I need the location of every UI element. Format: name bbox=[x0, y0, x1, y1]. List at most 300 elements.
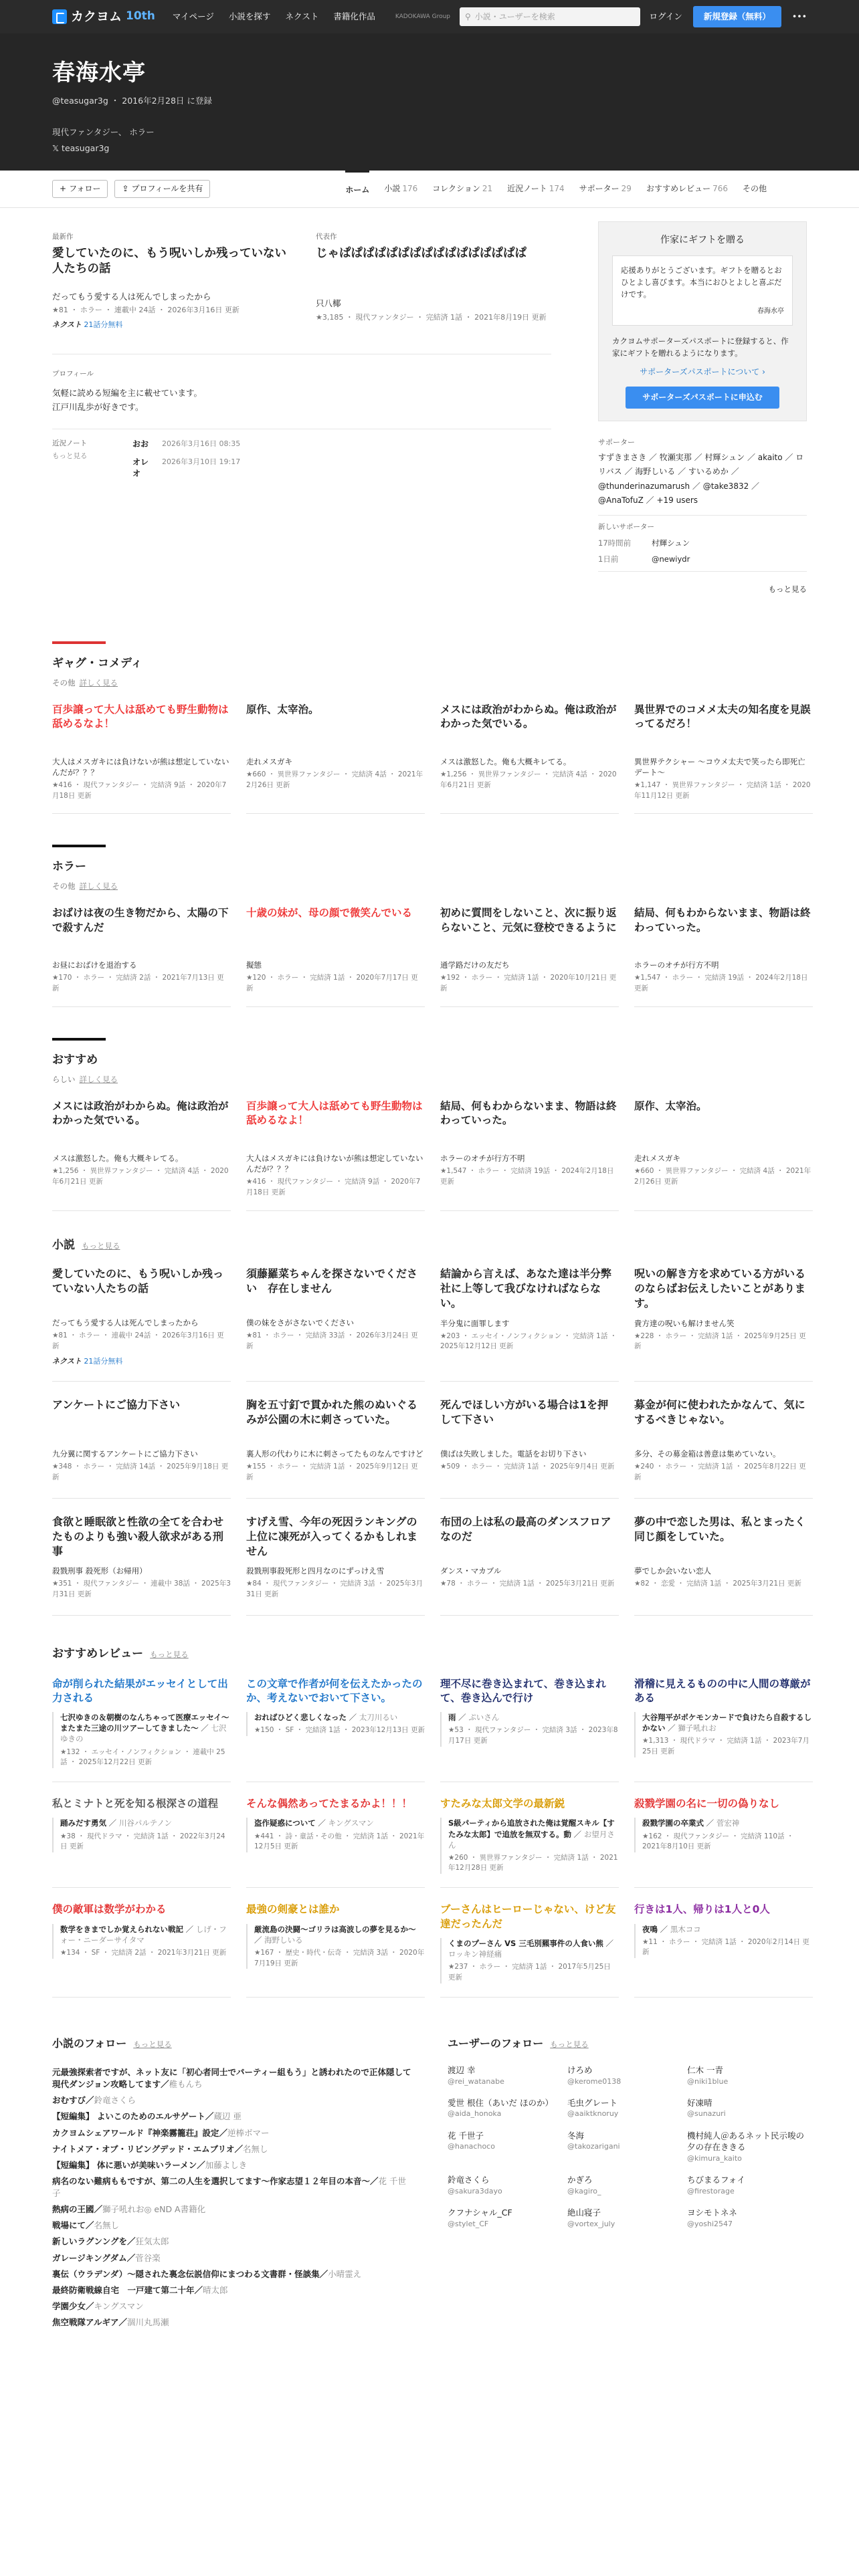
reviewed-work-line[interactable]: 夜鳴 ／ 黒木ココ bbox=[642, 1924, 701, 1934]
followed-user-id: @firestorage bbox=[687, 2186, 735, 2195]
followed-user-name: 愛世 根住（あいだ ほのか） bbox=[448, 2097, 553, 2108]
reviewed-work-meta: ★53 ・ 現代ファンタジー ・ 完結済 3話 ・ 2023年8月17日 更新 bbox=[448, 1726, 618, 1745]
section-more-link[interactable]: 詳しく見る bbox=[79, 677, 118, 687]
review-title[interactable]: 理不尽に巻き込まれて、巻き込まれて、巻き込んで行け bbox=[440, 1677, 606, 1704]
tab-novels[interactable]: 小説 176 bbox=[384, 184, 418, 194]
work-meta: ★1,256 ・ 異世界ファンタジー ・ 完結済 4話 ・ 2020年6月21日 更新 bbox=[52, 1166, 229, 1186]
followed-novel-item[interactable]: 焦空戦隊アルギア／涸川丸馬瀬 bbox=[52, 2317, 169, 2328]
novel-catchphrase: ダンス・マカブル bbox=[440, 1566, 502, 1576]
next-free-text: 21話分無料 bbox=[84, 1356, 123, 1366]
reviewed-work bbox=[440, 1938, 619, 1983]
reviewed-work-meta: ★132 ・ エッセイ・ノンフィクション ・ 連載中 25話 ・ 2025年12月22日 更新 bbox=[60, 1747, 225, 1767]
followed-novel-author: 晴太郎 bbox=[203, 2284, 228, 2295]
reviewed-work-title: 盗作疑惑について bbox=[254, 1818, 316, 1828]
work-card[interactable] bbox=[246, 906, 425, 1007]
reviewed-work-meta: ★150 ・ SF ・ 完結済 1話 ・ 2023年12月13日 更新 bbox=[254, 1726, 425, 1735]
top-nav bbox=[0, 0, 859, 33]
x-icon: 𝕏 bbox=[52, 142, 62, 153]
reviewed-work-author: 菅宏神 bbox=[716, 1818, 740, 1828]
reviewed-work-line[interactable]: 雨 ／ ぷいさん bbox=[448, 1713, 500, 1723]
followed-novel-title: 学園少女 bbox=[52, 2300, 86, 2311]
review-card[interactable] bbox=[246, 1797, 425, 1888]
novel-meta: ★81 ・ ホラー ・ 完結済 33話 ・ 2026年3月24日 更新 bbox=[246, 1331, 418, 1351]
novel-meta: ★84 ・ 現代ファンタジー ・ 完結済 3話 ・ 2025年3月31日 更新 bbox=[246, 1580, 423, 1598]
review-card[interactable] bbox=[634, 1903, 813, 1997]
next-badge[interactable] bbox=[52, 1356, 231, 1366]
reviewed-work-line[interactable]: 殺戮学園の卒業式 ／ 菅宏神 bbox=[642, 1818, 740, 1828]
novel-title[interactable]: 愛していたのに、もう呪いしか残っていない人たちの話 bbox=[52, 1267, 224, 1295]
followed-novel-title: 病名のない難病ももですが、第二の人生を選択してます〜作家志望１２年目の本音〜 bbox=[52, 2175, 371, 2186]
followed-novel-title: 【短編集】 よいこのためのエルサゲート bbox=[52, 2111, 205, 2122]
followed-novel-item[interactable]: 【短編集】 体に悪いが美味いラーメン／加藤よしき bbox=[52, 2159, 248, 2170]
followed-novel-item[interactable]: 病名のない難病ももですが、第二の人生を選択してます〜作家志望１２年目の本音〜／花 千世子 bbox=[52, 2175, 407, 2199]
work-catchphrase: 大人はメスガキには負けないが熊は想定していないんだが？？？ bbox=[246, 1153, 423, 1174]
work-catchphrase: 走れメスガキ bbox=[246, 756, 292, 766]
novel-catchphrase: 半分鬼に面罪します bbox=[440, 1318, 510, 1328]
followed-novel-author: 花 千世子 bbox=[52, 2175, 407, 2199]
reviewed-work-author: 黒木ココ bbox=[670, 1924, 701, 1934]
review-card[interactable] bbox=[634, 1677, 813, 1783]
followed-novel-item[interactable]: ナイトメア・オブ・リビングデッド・エムブリオ／名無し bbox=[52, 2143, 268, 2154]
followed-novel-item[interactable]: 新しいラグンングを／狂気太郎 bbox=[52, 2236, 169, 2247]
followed-user[interactable] bbox=[448, 2174, 567, 2196]
followed-novel-title: 裏伝（ウラデンダ）〜隠された裏念伝説信仰にまつわる文書群・怪談集 bbox=[52, 2268, 320, 2279]
review-card[interactable] bbox=[440, 1677, 619, 1783]
followed-novel-title: 最終防衛戦線自宅 一戸建て第二十年 bbox=[52, 2284, 195, 2295]
novel-card[interactable] bbox=[52, 1398, 231, 1499]
work-catchphrase: ホラーのオチが行方不明 bbox=[440, 1153, 525, 1163]
followed-novel-author: 鈴竜さくら bbox=[94, 2095, 136, 2106]
reviewed-work bbox=[246, 1924, 425, 1969]
followed-user[interactable] bbox=[567, 2207, 687, 2229]
section-subtitle bbox=[52, 1074, 807, 1085]
reviewed-work bbox=[246, 1818, 425, 1852]
followed-user-id: @rei_watanabe bbox=[448, 2076, 504, 2086]
share-icon: ⇪ bbox=[122, 184, 129, 194]
novel-catchphrase: だってもう愛する人は死んでしまったから bbox=[52, 1318, 199, 1328]
supporters-list[interactable]: すずきまさき ／ 牧瀬実那 ／ 村輝シュン ／ akaito ／ ロリバス ／ 海野しいる ／ すいるめか ／ @thunderinazumarush ／ @take3832 ／ @AnaTofuZ ／ +19 users bbox=[598, 452, 804, 506]
followed-novel-title: カクヨムシェアワールド『神楽霧籠荘』設定 bbox=[52, 2127, 219, 2138]
followed-novel-item[interactable]: ガレージキングダム／菅谷楽 bbox=[52, 2252, 161, 2263]
novels-more-link[interactable]: もっと見る bbox=[82, 1241, 120, 1251]
novel-card[interactable] bbox=[52, 1515, 231, 1616]
novel-title[interactable]: 須藤羅菜ちゃんを探さないでください 存在しません bbox=[246, 1267, 418, 1295]
review-card[interactable] bbox=[52, 1797, 231, 1888]
followed-novel-author: 小晴霊え bbox=[328, 2268, 362, 2279]
review-card[interactable] bbox=[634, 1797, 813, 1888]
user-genres: 現代ファンタジー、 ホラー bbox=[52, 127, 155, 138]
followed-novel-item[interactable]: 【短編集】 よいこのためのエルサゲート／蔵辺 亜 bbox=[52, 2111, 242, 2122]
work-card[interactable] bbox=[246, 1099, 425, 1211]
work-card[interactable] bbox=[440, 1099, 619, 1211]
followed-novel-author: 狂気太郎 bbox=[135, 2236, 169, 2247]
followed-novel-author: 獅子吼れお◎ eND A書籍化 bbox=[102, 2204, 206, 2215]
site-logo[interactable]: カクヨム 10th bbox=[52, 8, 155, 26]
followed-user-name: けろめ bbox=[567, 2065, 593, 2076]
followed-user-name: クフナシャル_CF bbox=[448, 2208, 512, 2218]
reviewed-work-line[interactable]: 盗作疑惑について ／ キングスマン bbox=[254, 1818, 374, 1828]
followed-novel-author: キングスマン bbox=[94, 2300, 144, 2311]
work-card[interactable] bbox=[634, 906, 813, 1007]
review-title[interactable]: 命が削られた結果がエッセイとして出力される bbox=[52, 1677, 228, 1704]
work-title[interactable]: 十歳の妹が、母の顔で微笑んでいる bbox=[246, 907, 413, 920]
work-title[interactable]: 百歩譲って大人は舐めても野生動物は舐めるなよ！ bbox=[52, 703, 229, 730]
followed-user-id: @sakura3dayo bbox=[448, 2186, 502, 2195]
tab-home[interactable]: ホーム bbox=[345, 171, 369, 208]
novel-card[interactable] bbox=[634, 1267, 813, 1382]
followed-user[interactable] bbox=[448, 2097, 567, 2119]
followed-user[interactable] bbox=[687, 2130, 807, 2163]
followed-user[interactable] bbox=[687, 2207, 807, 2229]
followed-user[interactable] bbox=[448, 2207, 567, 2229]
novel-title[interactable]: 食欲と睡眠欲と性欲の全てを合わせたものよりも強い殺人欲求がある刑事 bbox=[52, 1515, 224, 1558]
reviewed-work-title: おればひどく悲しくなった bbox=[254, 1713, 347, 1723]
reviews-more-link[interactable]: もっと見る bbox=[150, 1649, 189, 1659]
rep-work-title[interactable]: じゃぱぱぱぱぱぱぱぱぱぱぱぱぱぱぱぱ bbox=[316, 246, 527, 260]
work-meta: ★120 ・ ホラー ・ 完結済 1話 ・ 2020年7月17日 更新 bbox=[246, 974, 418, 993]
reviewed-work-title: 雨 bbox=[448, 1713, 456, 1723]
followed-users: ユーザーのフォロー もっと見る 渡辺 幸 @rei_watanabe けろめ @kerome0138 仁木 一青 @niki1blue 愛世 根住（あいだ ほのか） @aida_honoka 毛虫グレート @aaiktknoruy 好凍晴 @sunazuri 花 千世子 @hanachoco 冬海 @takozarigani 機村純人＠あるネット民示唆の夕の存在ききる @kimura_kaito 鈴竜さくら @sakura3dayo かぎろ @kagiro_ ちびまるフォイ @firestorage クフナシャル_CF @stylet_CF 絶山寝子 @vortex_july ヨシモトネネ @yoshi2547 bbox=[448, 2036, 807, 2331]
work-card[interactable] bbox=[52, 1099, 231, 1211]
tab-other[interactable]: その他 bbox=[742, 184, 767, 194]
followed-user-id: @kimura_kaito bbox=[687, 2153, 742, 2163]
review-title[interactable]: 行きは1人、帰りは1人と0人 bbox=[634, 1903, 770, 1916]
novel-title[interactable]: すげえ雪、今年の死因ランキングの上位に凍死が入ってくるかもしれません bbox=[246, 1515, 418, 1558]
tab-notes[interactable]: 近況ノート 174 bbox=[507, 184, 565, 194]
work-card[interactable] bbox=[634, 1099, 813, 1211]
nav-next[interactable]: ネクスト bbox=[285, 11, 319, 22]
novel-card[interactable] bbox=[52, 1267, 231, 1382]
reviewed-work-author: しげ・フォー・ニーダーサイタマ bbox=[60, 1924, 227, 1945]
search-input[interactable]: ⚲ 小説・ユーザーを検索 bbox=[460, 7, 640, 26]
plus-icon: + bbox=[60, 184, 67, 194]
work-catchphrase: 走れメスガキ bbox=[634, 1153, 680, 1163]
reviewed-work bbox=[52, 1818, 231, 1852]
review-title[interactable]: 私とミナトと死を知る根深さの道程 bbox=[52, 1798, 219, 1810]
novel-title[interactable]: 胸を五寸釘で貫かれた熊のぬいぐるみが公園の木に刺さっていた。 bbox=[246, 1398, 418, 1426]
followed-novel-author: 菅谷楽 bbox=[135, 2252, 161, 2263]
note-item[interactable]: おお 2026年3月16日 08:35 bbox=[132, 439, 241, 449]
review-card[interactable] bbox=[52, 1903, 231, 1997]
followed-user-id: @hanachoco bbox=[448, 2142, 495, 2151]
review-card[interactable] bbox=[246, 1677, 425, 1783]
novel-meta: ★228 ・ ホラー ・ 完結済 1話 ・ 2025年9月25日 更新 bbox=[634, 1331, 806, 1351]
section-title: ギャグ・コメディ bbox=[52, 656, 142, 670]
novel-title[interactable]: 夢の中で恋した男は、私とまったく同じ顔をしていた。 bbox=[634, 1515, 806, 1543]
reviewed-work bbox=[52, 1924, 231, 1959]
section-accent-bar bbox=[52, 845, 106, 847]
work-meta: ★192 ・ ホラー ・ 完結済 1話 ・ 2020年10月21日 更新 bbox=[440, 974, 617, 993]
notes-more-link[interactable]: もっと見る bbox=[52, 452, 88, 461]
work-meta: ★660 ・ 異世界ファンタジー ・ 完結済 4話 ・ 2021年2月26日 更新 bbox=[246, 770, 423, 789]
novel-card[interactable] bbox=[440, 1398, 619, 1499]
review-card[interactable] bbox=[52, 1677, 231, 1783]
reviewed-work-author: 川谷パルテノン bbox=[118, 1818, 173, 1828]
review-card[interactable] bbox=[440, 1797, 619, 1888]
work-grid bbox=[52, 1099, 812, 1211]
novel-card[interactable] bbox=[634, 1515, 813, 1616]
followed-novel-title: 戦場にて bbox=[52, 2220, 86, 2231]
search-icon: ⚲ bbox=[465, 11, 471, 21]
latest-work-title[interactable]: 愛していたのに、もう呪いしか残っていない人たちの話 bbox=[52, 246, 286, 276]
section-title: ホラー bbox=[52, 860, 86, 874]
nav-published[interactable]: 書籍化作品 bbox=[333, 11, 375, 22]
supporters-more-link[interactable]: もっと見る bbox=[768, 584, 807, 594]
reviewed-work-line[interactable]: くまのプーさん VS 三毛別羆事件の人食い熊 ／ ロッキン神経痛 bbox=[448, 1938, 613, 1959]
nav-mypage[interactable]: マイページ bbox=[172, 11, 214, 22]
reviewed-work-title: くまのプーさん VS 三毛別羆事件の人食い熊 bbox=[448, 1938, 603, 1948]
section-sub-text: らしい bbox=[52, 1074, 76, 1084]
followed-novel-item[interactable]: 最終防衛戦線自宅 一戸建て第二十年／晴太郎 bbox=[52, 2284, 228, 2295]
followed-novel-author: 稚もんち bbox=[169, 2079, 203, 2090]
work-catchphrase: お昼におばけを退治する bbox=[52, 960, 137, 970]
novel-meta: ★81 ・ ホラー ・ 連載中 24話 ・ 2026年3月16日 更新 bbox=[52, 1331, 224, 1351]
work-catchphrase: メスは激怒した。俺も大概キレてる。 bbox=[440, 756, 571, 766]
login-link[interactable]: ログイン bbox=[649, 11, 682, 22]
reviewed-work-title: 夜鳴 bbox=[642, 1924, 658, 1934]
followed-user-name: ヨシモトネネ bbox=[687, 2208, 737, 2218]
work-card[interactable] bbox=[440, 906, 619, 1007]
novels-section: 小説 もっと見る 愛していたのに、もう呪いしか残っていない人たちの話 だってもう愛する人は死んでしまったから ★81 ・ ホラー ・ 連載中 24話 ・ 2026年3月16日 更新 ネクスト 21話分無料 須藤羅菜ちゃんを探さないでください 存在しません 僕の妹をさがさないでください ★81 ・ ホラー ・ 完結済 33話 ・ 2026年3月24日 更新 結論から言えば、あなた達は半分弊社に上等して我びなければならない。 半分鬼に面罪します ★203 ・ エッセイ・ノンフィクション ・ 完結済 1話 ・ 2025年12月12日 更新 呪いの解き方を求めている方がいるのならばお伝えしたいことがあります。 貴方達の呪いも解けません笑 ★228 ・ ホラー ・ 完結済 1話 ・ 2025年9月25日 更新 アンケートにご協力下さい 九分翼に関するアンケートにご協力下さい ★348 ・ ホラー ・ 完結済 14話 ・ 2025年9月18日 更新 胸を五寸釘で貫かれた熊のぬいぐるみが公園の木に刺さっていた。 裏人形の代わりに木に刺さってたものなんですけど ★155 ・ ホラー ・ 完結済 1話 ・ 2025年9月12日 更新 死んでほしい方がいる場合は1を押して下さい 僕ばは失敗しました。電話をお切り下さい ★509 ・ ホラー ・ 完結済 1話 ・ 2025年9月4日 更新 募金が何に使われたかなんて、気にするべきじゃない。 多分、その募金箱は善意は集めていない。 ★240 ・ ホラー ・ 完結済 1話 ・ 2025年8月22日 更新 食欲と睡眠欲と性欲の全てを合わせたものよりも強い殺人欲求がある刑事 殺戮刑事 殺死形（お帰用） ★351 ・ 現代ファンタジー ・ 連載中 38話 ・ 2025年3月31日 更新 すげえ雪、今年の死因ランキングの上位に凍死が入ってくるかもしれません 殺戮刑事殺死形と四月なのにずっけえ雪 ★84 ・ 現代ファンタジー ・ 完結済 3話 ・ 2025年3月31日 更新 布団の上は私の最高のダンスフロアなのだ ダンス・マカブル ★78 ・ ホラー ・ 完結済 1話 ・ 2025年3月21日 更新 夢の中で恋した男は、私とまったく同じ顔をしていた。 夢でしか会いない恋人 ★82 ・ 恋愛 ・ 完結済 1話 ・ 2025年3月21日 更新 bbox=[0, 1238, 859, 1632]
reviewed-work-title: 大谷翔平がポケモンカードで負けたら自殺するしかない bbox=[642, 1713, 812, 1733]
followed-novel-title: ガレージキングダム bbox=[52, 2252, 127, 2263]
novel-meta: ★348 ・ ホラー ・ 完結済 14話 ・ 2025年9月18日 更新 bbox=[52, 1463, 229, 1482]
followed-user[interactable] bbox=[687, 2174, 807, 2196]
genre-section bbox=[0, 641, 859, 815]
followed-user[interactable] bbox=[687, 2097, 807, 2119]
work-title[interactable]: 異世界でのコメメ太夫の知名度を見誤ってるだろ！ bbox=[634, 703, 811, 730]
followed-novels-more-link[interactable]: もっと見る bbox=[133, 2039, 172, 2049]
section-subtitle bbox=[52, 677, 807, 688]
review-title[interactable]: 殺戮学園の名に一切の偽りなし bbox=[634, 1798, 780, 1810]
x-account-link[interactable]: 𝕏 teasugar3g bbox=[52, 142, 110, 153]
review-title[interactable]: 滑稽に見えるものの中に人間の尊厳がある bbox=[634, 1677, 811, 1704]
more-menu-icon[interactable]: ••• bbox=[791, 11, 807, 22]
followed-novel-item[interactable]: 学園少女／キングスマン bbox=[52, 2300, 144, 2311]
reviewed-work-author: 太刀川るい bbox=[359, 1713, 398, 1723]
novel-title[interactable]: 募金が何に使われたかなんて、気にするべきじゃない。 bbox=[634, 1398, 805, 1426]
reviewed-work-line[interactable]: おればひどく悲しくなった ／ 太刀川るい bbox=[254, 1713, 398, 1723]
nav-search-novels[interactable]: 小説を探す bbox=[228, 11, 271, 22]
followed-user[interactable] bbox=[567, 2130, 687, 2163]
reviewed-work-title: 殺戮学園の卒業式 bbox=[642, 1818, 704, 1828]
work-catchphrase: メスは激怒した。俺も大概キレてる。 bbox=[52, 1153, 183, 1163]
novel-meta: ★509 ・ ホラー ・ 完結済 1話 ・ 2025年9月4日 更新 bbox=[440, 1463, 615, 1471]
followed-user-id: @kerome0138 bbox=[567, 2076, 622, 2086]
reviewed-work bbox=[52, 1712, 231, 1768]
reviewed-work-meta: ★162 ・ 現代ファンタジー ・ 完結済 110話 ・ 2021年8月10日 更新 bbox=[642, 1832, 794, 1851]
tab-supporters[interactable]: サポーター 29 bbox=[579, 184, 632, 194]
followed-novel-item[interactable]: 元最強探索者ですが、ネット友に「初心者同士でパーティー組もう」と誘われたので正体隠して現代ダンジョン攻略してます／稚もんち bbox=[52, 2067, 411, 2090]
followed-novel-author: 逆棒ボマー bbox=[227, 2127, 270, 2138]
work-catchphrase: 異世界テクシャー 〜コウメ太夫で笑ったら即死亡デート〜 bbox=[634, 756, 805, 777]
followed-user[interactable] bbox=[687, 2064, 807, 2086]
review-card[interactable] bbox=[246, 1903, 425, 1997]
review-title[interactable]: ブーさんはヒーローじゃない、けど友達だったんだ bbox=[440, 1903, 616, 1930]
followed-user-id: @takozarigani bbox=[567, 2142, 620, 2151]
followed-user-name: 機村純人＠あるネット民示唆の夕の存在ききる bbox=[687, 2130, 805, 2153]
reviewed-work-line[interactable]: 厳流島の決闘〜ゴリラは高波しの夢を見るか〜 ／ 海野しいる bbox=[254, 1924, 416, 1945]
reviewed-work-meta: ★38 ・ 現代ドラマ ・ 完結済 1話 ・ 2022年3月24日 更新 bbox=[60, 1832, 225, 1851]
work-catchphrase: 通学路だけの友だち bbox=[440, 960, 510, 970]
passport-info-link[interactable]: サポーターズパスポートについて › bbox=[640, 366, 765, 377]
followed-novel-title: 元最強探索者ですが、ネット友に「初心者同士でパーティー組もう」と誘われたので正体隠して現代ダンジョン攻略してます bbox=[52, 2067, 411, 2090]
work-catchphrase: ホラーのオチが行方不明 bbox=[634, 960, 719, 970]
novel-catchphrase: 多分、その募金箱は善意は集めていない。 bbox=[634, 1449, 781, 1459]
followed-novel-item[interactable]: おむすび／鈴竜さくら bbox=[52, 2095, 136, 2106]
reviewed-work-title: 踊みだす勇気 bbox=[60, 1818, 106, 1828]
novel-card[interactable] bbox=[634, 1398, 813, 1499]
registered-date: 2016年2月28日 に登録 bbox=[122, 95, 212, 106]
followed-user[interactable] bbox=[448, 2130, 567, 2163]
followed-user-name: 花 千世子 bbox=[448, 2130, 484, 2141]
novel-title[interactable]: 呪いの解き方を求めている方がいるのならばお伝えしたいことがあります。 bbox=[634, 1267, 806, 1310]
followed-user-id: @sunazuri bbox=[687, 2109, 726, 2119]
followed-user-name: 絶山寝子 bbox=[567, 2208, 601, 2218]
followed-novel-item[interactable]: 熱病の王國／獅子吼れお◎ eND A書籍化 bbox=[52, 2204, 206, 2215]
reviewed-work-author: キングスマン bbox=[328, 1818, 374, 1828]
work-title[interactable]: メスには政治がわからぬ。俺は政治がわかった気でいる。 bbox=[440, 703, 617, 730]
main-nav bbox=[173, 11, 375, 23]
work-card[interactable] bbox=[440, 703, 619, 815]
work-card[interactable] bbox=[52, 906, 231, 1007]
reviewed-work-meta: ★167 ・ 歴史・時代・伝奇 ・ 完結済 3話 ・ 2020年7月19日 更新 bbox=[254, 1948, 425, 1967]
followed-novel-title: おむすび bbox=[52, 2095, 86, 2106]
recent-notes: 近況ノート もっと見る おお 2026年3月16日 08:35 オレオ 2026年3月10日 19:17 bbox=[52, 429, 551, 486]
genre-section bbox=[0, 1038, 859, 1211]
work-card[interactable] bbox=[52, 703, 231, 815]
followed-users-more-link[interactable]: もっと見る bbox=[550, 2039, 589, 2049]
work-meta: ★170 ・ ホラー ・ 完結済 2話 ・ 2021年7月13日 更新 bbox=[52, 974, 224, 993]
reviewed-work-title: S級パーティから追放された俺は覚醒スキル【すたみな太郎】で追放を無双する。動 bbox=[448, 1818, 615, 1839]
novel-card[interactable] bbox=[246, 1398, 425, 1499]
profile-intro: プロフィール 気軽に読める短編を主に載せています。 江戸川乱歩が好きです。 bbox=[52, 370, 203, 413]
novel-catchphrase: 九分翼に関するアンケートにご協力下さい bbox=[52, 1449, 198, 1459]
novel-title[interactable]: 死んでほしい方がいる場合は1を押して下さい bbox=[440, 1398, 609, 1426]
reviewed-work bbox=[634, 1818, 813, 1852]
novel-catchphrase: 殺戮刑事殺死形と四月なのにずっけえ雪 bbox=[246, 1566, 385, 1576]
passport-apply-button[interactable]: サポーターズパスポートに申込む bbox=[626, 387, 779, 409]
section-title: おすすめ bbox=[52, 1053, 98, 1067]
work-meta: ★416 ・ 現代ファンタジー ・ 完結済 9話 ・ 2020年7月18日 更新 bbox=[52, 780, 227, 800]
work-catchphrase: 大人はメスガキには負けないが熊は想定していないんだが？？？ bbox=[52, 756, 229, 777]
follow-button[interactable]: + フォロー bbox=[52, 180, 108, 198]
reviewed-work-title: 数学をきまでしか覚えられない戦記 bbox=[60, 1924, 183, 1934]
novel-card[interactable] bbox=[246, 1515, 425, 1616]
novel-meta: ★351 ・ 現代ファンタジー ・ 連載中 38話 ・ 2025年3月31日 更新 bbox=[52, 1580, 231, 1598]
work-title[interactable]: 結局、何もわからないまま、物語は終わっていった。 bbox=[440, 1099, 617, 1127]
followed-novel-item[interactable]: カクヨムシェアワールド『神楽霧籠荘』設定／逆棒ボマー bbox=[52, 2127, 270, 2138]
profile-tabs bbox=[345, 171, 767, 208]
followed-user-id: @vortex_july bbox=[567, 2219, 615, 2228]
representative-work: 代表作 じゃぱぱぱぱぱぱぱぱぱぱぱぱぱぱぱぱ 只八椰 ★3,185 ・ 現代ファンタジー ・ 完結済 1話 ・ 2021年8月19日 更新 bbox=[316, 232, 551, 330]
work-grid bbox=[52, 906, 811, 1007]
kakuyomu-logo-icon bbox=[52, 9, 67, 24]
review-title[interactable]: 僕の敵軍は数学がわかる bbox=[52, 1903, 167, 1916]
followed-user-id: @aida_honoka bbox=[448, 2109, 502, 2119]
reviewed-work-line[interactable]: 七沢ゆきの＆朝樹のなんちゃって医療エッセイ〜またまた三途の川ツアーしてきました〜 ／ 七沢ゆきの bbox=[60, 1713, 229, 1744]
novel-title[interactable]: 結論から言えば、あなた達は半分弊社に上等して我びなければならない。 bbox=[440, 1267, 612, 1310]
gift-panel: 作家にギフトを贈る 応援ありがとうございます。ギフトを贈るとおひとよし喜びます。本当におひとよしと喜ぶだけです。 春海水亭 カクヨムサポーターズパスポートに登録すると、作家にギフトを贈れるようになります。 サポーターズパスポートについて › サポーターズパスポートに申込む bbox=[598, 221, 807, 421]
followed-user-name: かぎろ bbox=[567, 2175, 593, 2185]
reviewed-work-author: 七沢ゆきの bbox=[60, 1723, 227, 1744]
review-card[interactable] bbox=[440, 1903, 619, 1997]
work-title[interactable]: 原作、太宰治。 bbox=[634, 1099, 707, 1112]
section-more-link[interactable]: 詳しく見る bbox=[79, 1074, 118, 1084]
reviewed-work-line[interactable]: S級パーティから追放された俺は覚醒スキル【すたみな太郎】で追放を無双する。動 ／ お望月さん bbox=[448, 1818, 615, 1850]
next-label: ネクスト bbox=[52, 1356, 82, 1366]
register-button[interactable]: 新規登録（無料） bbox=[693, 6, 781, 27]
reviewed-work-line[interactable]: 数学をきまでしか覚えられない戦記 ／ しげ・フォー・ニーダーサイタマ bbox=[60, 1924, 227, 1945]
followed-novel-author: 加藤よしき bbox=[205, 2159, 248, 2170]
followed-novel-title: 熱病の王國 bbox=[52, 2204, 94, 2215]
followed-novel-item[interactable]: 裏伝（ウラデンダ）〜隠された裏念伝説信仰にまつわる文書群・怪談集／小晴霊え bbox=[52, 2268, 362, 2279]
reviewed-work-meta: ★11 ・ ホラー ・ 完結済 1話 ・ 2020年2月14日 更新 bbox=[642, 1937, 809, 1957]
reviewed-work-author: ロッキン神経痛 bbox=[448, 1949, 502, 1959]
followed-user[interactable] bbox=[567, 2097, 687, 2119]
review-title[interactable]: この文章で作者が何を伝えたかったのか、考えないでおいて下さい。 bbox=[246, 1677, 423, 1704]
novel-title[interactable]: 布団の上は私の最高のダンスフロアなのだ bbox=[440, 1515, 611, 1543]
section-accent-bar bbox=[52, 641, 106, 644]
novel-card[interactable] bbox=[440, 1267, 619, 1382]
section-more-link[interactable]: 詳しく見る bbox=[79, 881, 118, 891]
work-title[interactable]: 結局、何もわからないまま、物語は終わっていった。 bbox=[634, 907, 811, 934]
reviewed-work-meta: ★260 ・ 異世界ファンタジー ・ 完結済 1話 ・ 2021年12月28日 更新 bbox=[448, 1853, 618, 1872]
followed-user[interactable] bbox=[448, 2064, 567, 2086]
work-title[interactable]: メスには政治がわからぬ。俺は政治がわかった気でいる。 bbox=[52, 1099, 229, 1127]
followed-user[interactable] bbox=[567, 2064, 687, 2086]
profile-header: 春海水亭 @teasugar3g ・ 2016年2月28日 に登録 現代ファンタジー、 ホラー 𝕏 teasugar3g bbox=[0, 33, 859, 171]
work-meta: ★416 ・ 現代ファンタジー ・ 完結済 9話 ・ 2020年7月18日 更新 bbox=[246, 1178, 421, 1196]
work-grid bbox=[52, 703, 811, 815]
reviewed-work-meta: ★1,313 ・ 現代ドラマ ・ 完結済 1話 ・ 2023年7月25日 更新 bbox=[642, 1737, 809, 1756]
review-title[interactable]: すたみな太郎文学の最新鋭 bbox=[440, 1798, 565, 1810]
novel-meta: ★203 ・ エッセイ・ノンフィクション ・ 完結済 1話 ・ 2025年12月12日 更新 bbox=[440, 1331, 617, 1351]
reviewed-work-meta: ★237 ・ ホラー ・ 完結済 1話 ・ 2017年5月25日 更新 bbox=[448, 1963, 611, 1981]
work-meta: ★1,147 ・ 異世界ファンタジー ・ 完結済 1話 ・ 2020年11月12日 更新 bbox=[634, 780, 811, 800]
followed-novel-item[interactable]: 戦場にて／名無し bbox=[52, 2220, 120, 2231]
gift-message: 応援ありがとうございます。ギフトを贈るとおひとよし喜びます。本当におひとよしと喜ぶだけです。 春海水亭 bbox=[612, 255, 793, 326]
novel-card[interactable] bbox=[246, 1267, 425, 1382]
work-title[interactable]: おばけは夜の生き物だから、太陽の下で殺すんだ bbox=[52, 907, 229, 934]
reviewed-work bbox=[440, 1712, 619, 1747]
novel-card[interactable] bbox=[440, 1515, 619, 1616]
tab-collections[interactable]: コレクション 21 bbox=[432, 184, 493, 194]
note-item[interactable]: オレオ 2026年3月10日 19:17 bbox=[132, 457, 241, 478]
reviewed-work-line[interactable]: 大谷翔平がポケモンカードで負けたら自殺するしかない ／ 獅子吼れお bbox=[642, 1713, 812, 1733]
novel-catchphrase: 貴方達の呪いも解けません笑 bbox=[634, 1318, 735, 1328]
next-badge[interactable]: ネクスト 21話分無料 bbox=[52, 320, 123, 329]
followed-user-name: 仁木 一青 bbox=[687, 2065, 723, 2076]
reviewed-work-author: 獅子吼れお bbox=[678, 1723, 717, 1733]
work-title[interactable]: 初めに質問をしないこと、次に振り返らないこと、元気に登校できるように bbox=[440, 907, 617, 934]
review-title[interactable]: そんな偶然あってたまるかよ！！！ bbox=[246, 1798, 412, 1810]
work-title[interactable]: 原作、太宰治。 bbox=[246, 703, 319, 716]
latest-work: 最新作 愛していたのに、もう呪いしか残っていない人たちの話 だってもう愛する人は死んでしまったから ★81 ・ ホラー ・ 連載中 24話 ・ 2026年3月16日 更新 ネクスト 21話分無料 bbox=[52, 233, 286, 329]
review-title[interactable]: 最強の剣豪とは誰か bbox=[246, 1903, 340, 1916]
work-card[interactable] bbox=[634, 703, 813, 815]
reviewed-work-line[interactable]: 踊みだす勇気 ／ 川谷パルテノン bbox=[60, 1818, 173, 1828]
work-card[interactable] bbox=[246, 703, 425, 815]
followed-user[interactable] bbox=[567, 2174, 687, 2196]
novel-title[interactable]: アンケートにご協力下さい bbox=[52, 1398, 181, 1412]
work-title[interactable]: 百歩譲って大人は舐めても野生動物は舐めるなよ！ bbox=[246, 1099, 423, 1127]
tab-reviews[interactable]: おすすめレビュー 766 bbox=[646, 184, 728, 194]
share-profile-button[interactable]: ⇪ プロフィールを共有 bbox=[114, 180, 210, 198]
work-meta: ★1,547 ・ ホラー ・ 完結済 19話 ・ 2024年2月18日 更新 bbox=[440, 1166, 614, 1186]
new-supporters: 新しいサポーター 17時間前 村輝シュン 1日前 @newiydr bbox=[598, 515, 807, 564]
profile-toolbar bbox=[0, 171, 859, 208]
